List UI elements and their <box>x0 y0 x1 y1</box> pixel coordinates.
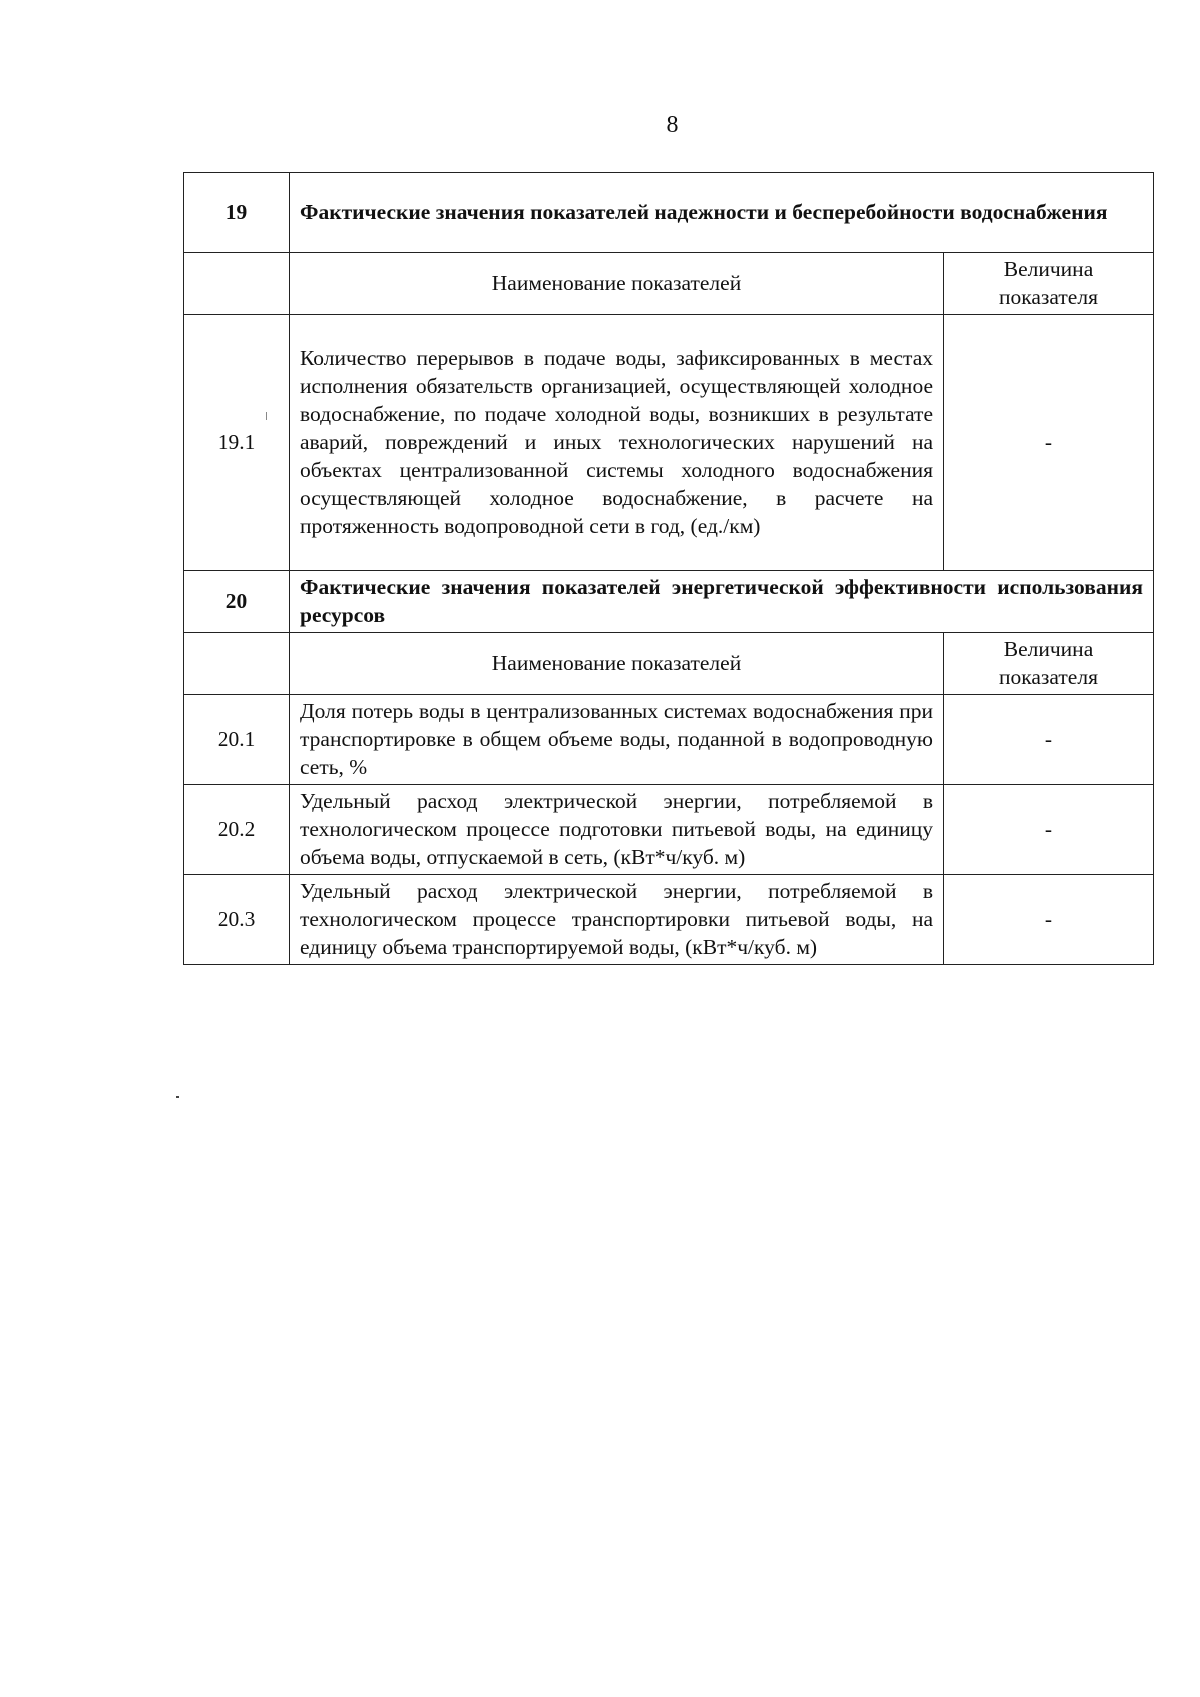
section-row-19 <box>184 173 1154 253</box>
column-header-row <box>184 633 1154 695</box>
row-number: 20.1 <box>184 695 290 785</box>
table-row <box>184 695 1154 785</box>
section-row-20 <box>184 571 1154 633</box>
table-row <box>184 875 1154 965</box>
row-number: 20.3 <box>184 875 290 965</box>
section-title: Фактические значения показателей надежности и бесперебойности водоснабжения <box>290 173 1154 253</box>
column-header-row <box>184 253 1154 315</box>
column-header-name: Наименование показателей <box>290 633 944 695</box>
scan-artifact <box>176 1096 179 1098</box>
empty-cell <box>184 253 290 315</box>
column-header-value: Величина показателя <box>944 633 1154 695</box>
row-value: - <box>944 695 1154 785</box>
scan-artifact <box>266 412 267 420</box>
section-number: 20 <box>184 571 290 633</box>
table-row <box>184 785 1154 875</box>
section-title: Фактические значения показателей энергетической эффективности использования ресурсов <box>290 571 1154 633</box>
row-text: Количество перерывов в подаче воды, зафиксированных в местах исполнения обязательств организацией, осуществляющей холодное водоснабжение, по подаче холодной воды, возникших в результате аварий, повреждений и иных технологических нарушений на объектах централизованной системы холодного водоснабжения осуществляющей холодное водоснабжение, в расчете на протяженность водопроводной сети в год, (ед./км) <box>290 315 944 571</box>
row-number: 19.1 <box>184 315 290 571</box>
row-value: - <box>944 875 1154 965</box>
empty-cell <box>184 633 290 695</box>
page-number: 8 <box>666 112 679 138</box>
row-value: - <box>944 785 1154 875</box>
row-text: Удельный расход электрической энергии, потребляемой в технологическом процессе транспортировки питьевой воды, на единицу объема транспортируемой воды, (кВт*ч/куб. м) <box>290 875 944 965</box>
column-header-value: Величина показателя <box>944 253 1154 315</box>
row-value: - <box>944 315 1154 571</box>
row-text: Доля потерь воды в централизованных системах водоснабжения при транспортировке в общем объеме воды, поданной в водопроводную сеть, % <box>290 695 944 785</box>
table-row <box>184 315 1154 571</box>
column-header-name: Наименование показателей <box>290 253 944 315</box>
section-number: 19 <box>184 173 290 253</box>
row-text: Удельный расход электрической энергии, потребляемой в технологическом процессе подготовки питьевой воды, на единицу объема воды, отпускаемой в сеть, (кВт*ч/куб. м) <box>290 785 944 875</box>
indicators-table <box>183 172 1154 965</box>
row-number: 20.2 <box>184 785 290 875</box>
